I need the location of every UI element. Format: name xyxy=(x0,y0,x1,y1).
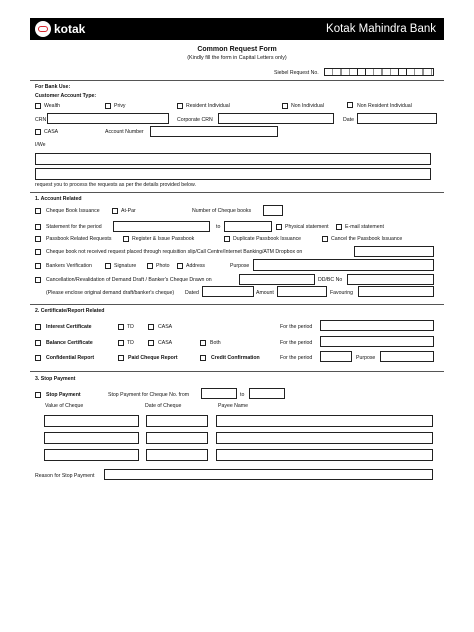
favouring-label: Favouring xyxy=(330,290,354,296)
kotak-logo-icon xyxy=(35,21,51,37)
dd-drawn-on-field[interactable] xyxy=(239,274,315,285)
siebel-request-number-field[interactable] xyxy=(324,68,434,76)
cheque-value-field[interactable] xyxy=(44,432,139,444)
section-2-title: 2. Certificate/Report Related xyxy=(35,308,105,314)
reason-label: Reason for Stop Payment xyxy=(35,473,95,479)
nri-label: Non Resident Individual xyxy=(357,103,412,109)
passbook-requests-label: Passbook Related Requests xyxy=(46,236,112,242)
statement-to-field[interactable] xyxy=(224,221,272,232)
address-label: Address xyxy=(186,263,206,269)
balance-both-checkbox[interactable] xyxy=(200,340,206,346)
register-issue-passbook-checkbox[interactable] xyxy=(123,236,129,242)
resident-individual-label: Resident Individual xyxy=(186,103,230,109)
interest-casa-label: CASA xyxy=(158,324,173,330)
section-1-title: 1. Account Related xyxy=(35,196,82,202)
report-period-label: For the period xyxy=(280,355,313,361)
cheque-date-field[interactable] xyxy=(146,432,208,444)
cheque-value-field[interactable] xyxy=(44,449,139,461)
interest-td-label: TD xyxy=(127,324,134,330)
report-purpose-label: Purpose xyxy=(356,355,376,361)
header-bar xyxy=(30,18,444,40)
bankers-verification-checkbox[interactable] xyxy=(35,263,41,269)
duplicate-passbook-checkbox[interactable] xyxy=(224,236,230,242)
date-of-cheque-header: Date of Cheque xyxy=(145,403,182,409)
wealth-label: Wealth xyxy=(44,103,61,109)
value-of-cheque-header: Value of Cheque xyxy=(45,403,84,409)
photo-checkbox[interactable] xyxy=(147,263,153,269)
cheque-date-field[interactable] xyxy=(146,415,208,427)
nri-checkbox[interactable] xyxy=(347,102,353,108)
report-period-field[interactable] xyxy=(320,351,352,362)
iwe-label: I/We xyxy=(35,142,46,148)
cheque-not-received-checkbox[interactable] xyxy=(35,249,41,255)
confidential-report-checkbox[interactable] xyxy=(35,355,41,361)
corporate-crn-label: Corporate CRN xyxy=(177,117,213,123)
signature-checkbox[interactable] xyxy=(105,263,111,269)
privy-checkbox[interactable] xyxy=(105,103,111,109)
report-purpose-field[interactable] xyxy=(380,351,434,362)
form-subtitle: (Kindly fill the form in Capital Letters only) xyxy=(187,55,287,61)
interest-td-checkbox[interactable] xyxy=(118,324,124,330)
amount-label: Amount xyxy=(256,290,274,296)
payee-name-field[interactable] xyxy=(216,415,433,427)
request-text: request you to process the requests as per the details provided below. xyxy=(35,182,196,188)
interest-certificate-checkbox[interactable] xyxy=(35,324,41,330)
at-par-checkbox[interactable] xyxy=(112,208,118,214)
dd-bc-no-field[interactable] xyxy=(347,274,434,285)
stop-cheque-from-label: Stop Payment for Cheque No. from xyxy=(108,392,190,398)
balance-certificate-checkbox[interactable] xyxy=(35,340,41,346)
dated-label: Dated xyxy=(185,290,199,296)
amount-field[interactable] xyxy=(277,286,327,297)
stop-payment-checkbox[interactable] xyxy=(35,392,41,398)
bank-name: Kotak Mahindra Bank xyxy=(326,23,436,35)
confidential-report-label: Confidential Report xyxy=(46,355,95,361)
statement-from-field[interactable] xyxy=(113,221,210,232)
form-title: Common Request Form xyxy=(197,46,277,53)
section-3-title: 3. Stop Payment xyxy=(35,376,76,382)
balance-certificate-label: Balance Certificate xyxy=(46,340,93,346)
cheque-date-field[interactable] xyxy=(146,449,208,461)
credit-confirmation-label: Credit Confirmation xyxy=(211,355,260,361)
date-field[interactable] xyxy=(357,113,437,124)
paid-cheque-report-label: Paid Cheque Report xyxy=(128,355,178,361)
interest-certificate-label: Interest Certificate xyxy=(46,324,92,330)
account-number-label: Account Number xyxy=(105,129,144,135)
credit-confirmation-checkbox[interactable] xyxy=(200,355,206,361)
cheque-not-received-date-field[interactable] xyxy=(354,246,434,257)
bankers-purpose-label: Purpose xyxy=(230,263,250,269)
corporate-crn-field[interactable] xyxy=(218,113,334,124)
resident-individual-checkbox[interactable] xyxy=(177,103,183,109)
logo-text: kotak xyxy=(54,22,86,36)
crn-field[interactable] xyxy=(47,113,169,124)
balance-td-checkbox[interactable] xyxy=(118,340,124,346)
payee-name-field[interactable] xyxy=(216,432,433,444)
statement-to-label: to xyxy=(216,224,221,230)
signature-label: Signature xyxy=(114,263,137,269)
cancel-passbook-label: Cancel the Passbook Issuance xyxy=(331,236,403,242)
payee-name-field[interactable] xyxy=(216,449,433,461)
casa-label: CASA xyxy=(44,129,59,135)
wealth-checkbox[interactable] xyxy=(35,103,41,109)
enclose-note: (Please enclose original demand draft/banker's cheque) xyxy=(46,290,175,296)
stop-payment-label: Stop Payment xyxy=(46,392,81,398)
cheque-value-field[interactable] xyxy=(44,415,139,427)
reason-field[interactable] xyxy=(104,469,433,480)
physical-statement-checkbox[interactable] xyxy=(276,224,282,230)
stop-cheque-to-field[interactable] xyxy=(249,388,285,399)
stop-cheque-from-field[interactable] xyxy=(201,388,237,399)
duplicate-passbook-label: Duplicate Passbook Issuance xyxy=(233,236,302,242)
balance-casa-checkbox[interactable] xyxy=(148,340,154,346)
payee-name-header: Payee Name xyxy=(218,403,248,409)
favouring-field[interactable] xyxy=(358,286,434,297)
cheque-book-issuance-label: Cheque Book Issuance xyxy=(46,208,100,214)
cancel-passbook-checkbox[interactable] xyxy=(322,236,328,242)
balance-td-label: TD xyxy=(127,340,134,346)
non-individual-label: Non Individual xyxy=(291,103,324,109)
customer-name-field-2[interactable] xyxy=(35,168,431,180)
paid-cheque-report-checkbox[interactable] xyxy=(118,355,124,361)
number-of-books-label: Number of Cheque books xyxy=(192,208,252,214)
passbook-requests-checkbox[interactable] xyxy=(35,236,41,242)
statement-period-checkbox[interactable] xyxy=(35,224,41,230)
account-number-field[interactable] xyxy=(150,126,278,137)
interest-casa-checkbox[interactable] xyxy=(148,324,154,330)
bank-use-heading: For Bank Use: xyxy=(35,84,71,90)
account-type-label: Customer Account Type: xyxy=(35,93,97,99)
dated-field[interactable] xyxy=(202,286,254,297)
interest-period-field[interactable] xyxy=(320,320,434,331)
email-statement-label: E-mail statement xyxy=(345,224,384,230)
photo-label: Photo xyxy=(156,263,170,269)
balance-both-label: Both xyxy=(210,340,221,346)
address-checkbox[interactable] xyxy=(177,263,183,269)
dd-cancellation-checkbox[interactable] xyxy=(35,277,41,283)
cheque-book-issuance-checkbox[interactable] xyxy=(35,208,41,214)
number-of-books-field[interactable] xyxy=(263,205,283,216)
siebel-label: Siebel Request No. xyxy=(274,70,319,76)
crn-label: CRN xyxy=(35,117,47,123)
email-statement-checkbox[interactable] xyxy=(336,224,342,230)
dd-cancellation-label: Cancellation/Revalidation of Demand Draft / Banker's Cheque Drawn on xyxy=(46,277,212,283)
register-issue-passbook-label: Register & Issue Passbook xyxy=(132,236,195,242)
non-individual-checkbox[interactable] xyxy=(282,103,288,109)
customer-name-field-1[interactable] xyxy=(35,153,431,165)
physical-statement-label: Physical statement xyxy=(285,224,329,230)
date-label: Date xyxy=(343,117,354,123)
interest-period-label: For the period xyxy=(280,324,313,330)
at-par-label: At-Par xyxy=(121,208,136,214)
balance-period-label: For the period xyxy=(280,340,313,346)
bankers-purpose-field[interactable] xyxy=(253,259,434,271)
cheque-not-received-label: Cheque book not received request placed through requisition slip/Call Centre/Internet Banking/ATM Dropbox on xyxy=(46,249,303,255)
statement-period-label: Statement for the period xyxy=(46,224,102,230)
casa-checkbox[interactable] xyxy=(35,129,41,135)
balance-casa-label: CASA xyxy=(158,340,173,346)
stop-cheque-to-label: to xyxy=(240,392,245,398)
dd-bc-no-label: DD/BC No xyxy=(318,277,343,283)
privy-label: Privy xyxy=(114,103,126,109)
bankers-verification-label: Bankers Verification xyxy=(46,263,92,269)
balance-period-field[interactable] xyxy=(320,336,434,347)
